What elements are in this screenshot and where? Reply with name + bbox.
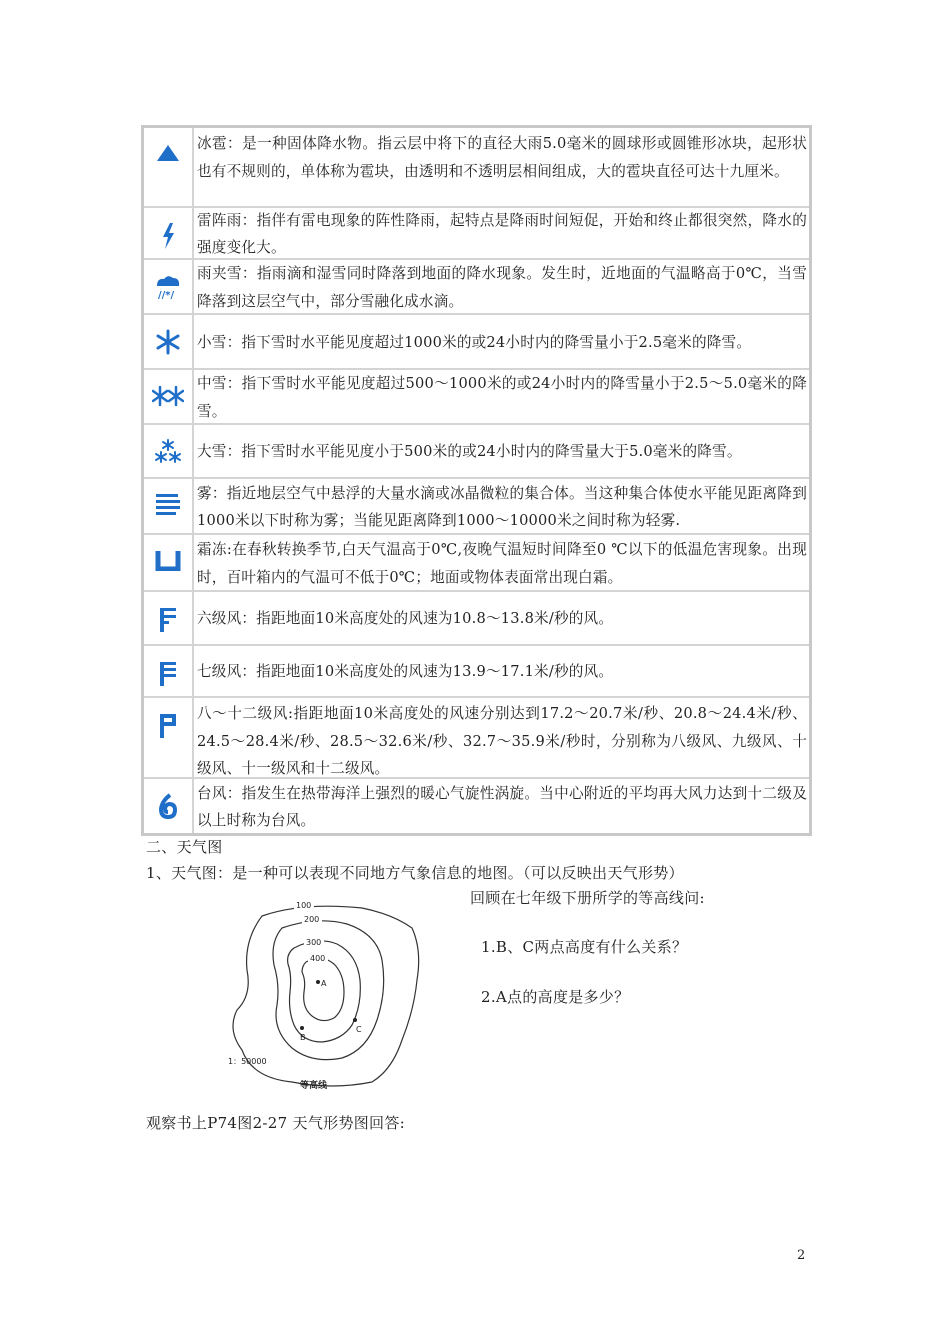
description-text: 大雪：指下雪时水平能见度小于500米的或24小时内的降雪量大于5.0毫米的降雪。 [197, 443, 742, 461]
symbol-description [194, 535, 809, 590]
point-b-label: B [300, 1033, 306, 1042]
icon-cell [144, 425, 194, 477]
table-row [144, 779, 809, 833]
description-text: 霜冻:在春秋转换季节,白天气温高于0℃,夜晚气温短时间降至0 ℃以下的低温危害现象。出现时，百叶箱内的气温可不低于0℃；地面或物体表面常出现白霜。 [197, 541, 807, 586]
weather-symbol-table [141, 125, 812, 836]
frost-icon [155, 549, 181, 571]
symbol-description [194, 779, 809, 833]
contour-label-300: 300 [306, 938, 322, 947]
section-heading: 二、天气图 [146, 838, 223, 856]
description-text: 六级风：指距地面10米高度处的风速为10.8～13.8米/秒的风。 [197, 610, 614, 628]
description-text: 雨夹雪：指雨滴和湿雪同时降落到地面的降水现象。发生时，近地面的气温略高于0℃，当雪降落到这层空气中，部分雪融化成水滴。 [197, 265, 807, 310]
table-row [144, 208, 809, 260]
table-row [144, 315, 809, 370]
table-row [144, 425, 809, 479]
contour-map [222, 900, 422, 1090]
symbol-description [194, 592, 809, 644]
svg-text://*/: //*/ [158, 290, 175, 300]
symbol-description [194, 425, 809, 477]
review-intro: 回顾在七年级下册所学的等高线问: [470, 889, 705, 907]
contour-label-100: 100 [296, 901, 312, 910]
symbol-description [194, 646, 809, 696]
symbol-description [194, 370, 809, 423]
light-snow-icon [155, 329, 181, 355]
description-text: 冰雹：是一种固体降水物。指云层中将下的直径大雨5.0毫米的圆球形或圆锥形冰块，起形状也有不规则的，单体称为雹块，由透明和不透明层相间组成，大的雹块直径可达十九厘米。 [197, 135, 807, 180]
observe-instruction: 观察书上P74图2-27 天气形势图回答: [146, 1114, 406, 1132]
icon-cell [144, 315, 194, 368]
heavy-snow-icon [154, 439, 182, 465]
contour-label-400: 400 [310, 954, 326, 963]
description-text: 台风：指发生在热带海洋上强烈的暖心气旋性涡旋。当中心附近的平均再大风力达到十二级及以上时称为台风。 [197, 784, 807, 829]
table-row [144, 260, 809, 315]
symbol-description [194, 479, 809, 533]
table-row [144, 698, 809, 779]
question-1: 1.B、C两点高度有什么关系？ [481, 938, 688, 956]
icon-cell [144, 646, 194, 696]
icon-cell [144, 592, 194, 644]
icon-cell [144, 128, 194, 206]
weather-map-definition: 1、天气图：是一种可以表现不同地方气象信息的地图。（可以反映出天气形势） [146, 864, 684, 882]
fog-icon [154, 493, 182, 515]
description-text: 七级风：指距地面10米高度处的风速为13.9～17.1米/秒的风。 [197, 663, 614, 681]
symbol-description [194, 208, 809, 258]
contour-label-200: 200 [304, 915, 320, 924]
description-text: 八～十二级风:指距地面10米高度处的风速分别达到17.2～20.7米/秒、20.8～24.4米/秒、24.5～28.4米/秒、28.5～32.6米/秒、32.7～35.9米/秒时，分别称为八级风、九级风、十级风、十一级风和十二级风。 [197, 705, 807, 777]
icon-cell [144, 370, 194, 423]
table-row [144, 535, 809, 592]
description-text: 雷阵雨：指伴有雷电现象的阵性降雨，起特点是降雨时间短促，开始和终止都很突然，降水的强度变化大。 [197, 211, 807, 256]
symbol-description [194, 260, 809, 313]
description-text: 中雪：指下雪时水平能见度超过500～1000米的或24小时内的降雪量小于2.5～5.0毫米的降雪。 [197, 375, 807, 420]
thunderstorm-icon [155, 222, 181, 250]
point-a-label: A [321, 979, 327, 988]
symbol-description [194, 128, 809, 206]
table-row [144, 592, 809, 646]
description-text: 小雪：指下雪时水平能见度超过1000米的或24小时内的降雪量小于2.5毫米的降雪。 [197, 333, 752, 351]
description-text: 雾：指近地层空气中悬浮的大量水滴或冰晶微粒的集合体。当这种集合体使水平能见距离降到1000米以下时称为雾；当能见距离降到1000～10000米之间时称为轻雾. [197, 484, 807, 529]
sleet-icon [154, 274, 182, 300]
icon-cell [144, 260, 194, 313]
question-2: 2.A点的高度是多少？ [481, 988, 630, 1006]
table-row [144, 479, 809, 535]
icon-cell [144, 535, 194, 590]
typhoon-icon [156, 793, 180, 821]
wind-level-8-12-icon [157, 712, 179, 740]
map-scale: 1：50000 [228, 1057, 267, 1066]
icon-cell [144, 698, 194, 777]
symbol-description [194, 315, 809, 368]
wind-level-7-icon [157, 660, 179, 688]
table-row [144, 370, 809, 425]
icon-cell [144, 779, 194, 833]
symbol-description [194, 698, 809, 777]
hail-icon [155, 142, 181, 164]
wind-level-6-icon [157, 606, 179, 634]
page-number: 2 [797, 1248, 806, 1263]
point-c-label: C [356, 1025, 362, 1034]
moderate-snow-icon [152, 384, 184, 408]
icon-cell [144, 208, 194, 258]
contour-map-figure [222, 900, 422, 1090]
table-row [144, 128, 809, 208]
table-row [144, 646, 809, 698]
icon-cell [144, 479, 194, 533]
map-caption: 等高线 [300, 1081, 328, 1090]
